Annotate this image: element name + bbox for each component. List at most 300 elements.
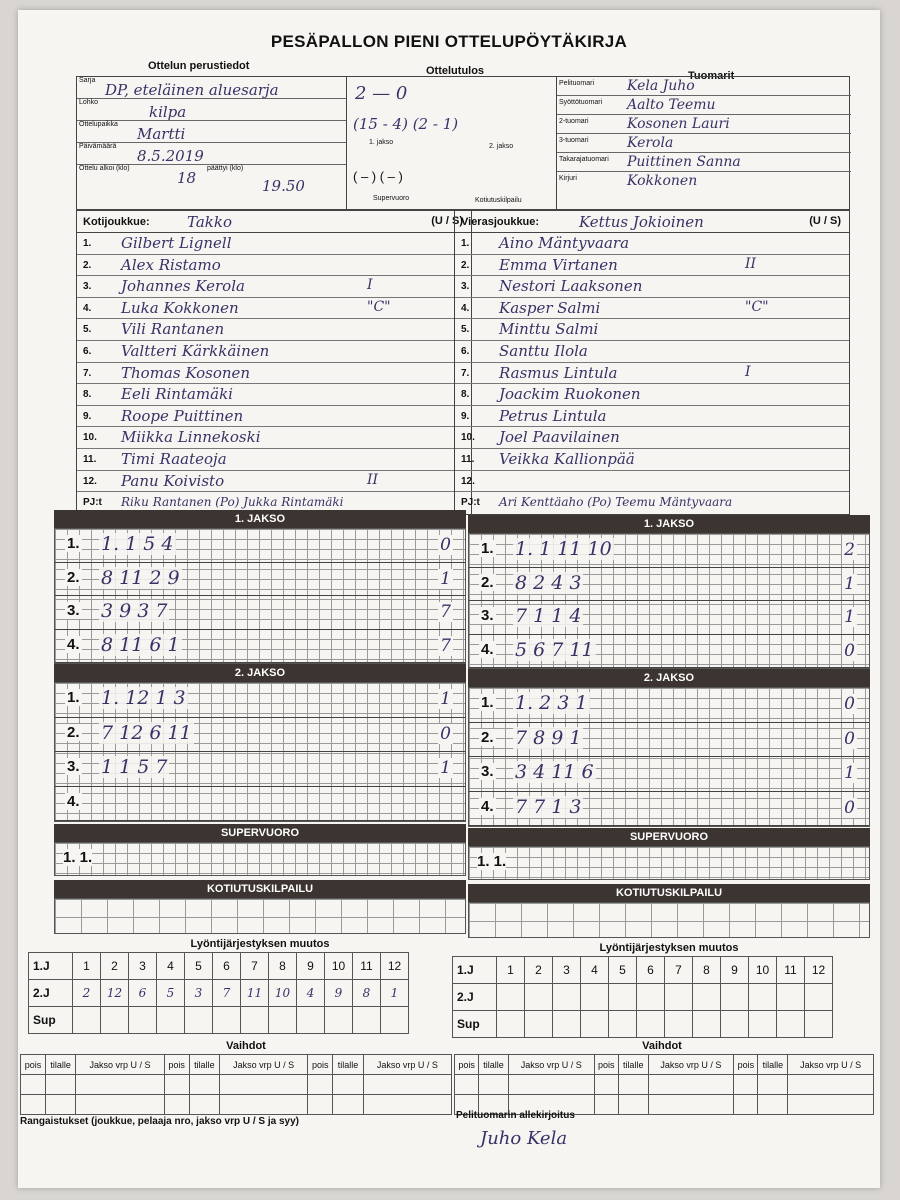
time-field	[77, 165, 346, 209]
changes-cell[interactable]: 6	[637, 957, 665, 984]
subs-row	[455, 1055, 874, 1075]
changes-cell[interactable]: 2	[101, 953, 129, 980]
player-name: Panu Koivisto	[121, 471, 225, 490]
player-row	[77, 341, 471, 363]
batting-sequence: 1. 2 3 1	[515, 692, 588, 714]
player-row	[455, 233, 849, 255]
player-row	[455, 298, 849, 320]
player-number: 7.	[461, 367, 470, 379]
subs-cell[interactable]	[21, 1095, 46, 1115]
player-number: 2.	[461, 259, 470, 271]
changes-row	[29, 980, 409, 1007]
home-team-label: Kotijoukkue:	[83, 216, 150, 228]
inning-runs: 1	[440, 568, 451, 589]
end-label: päättyi (klo)	[207, 165, 244, 172]
changes-cell[interactable]	[609, 1011, 637, 1038]
referee-role: Syöttötuomari	[559, 99, 603, 106]
inning-number: 2.	[481, 728, 494, 746]
changes-cell[interactable]: 10	[269, 980, 297, 1007]
player-name: Gilbert Lignell	[121, 234, 232, 252]
away-us: (U / S)	[809, 215, 841, 227]
home-changes-table	[28, 952, 409, 1034]
changes-cell[interactable]	[185, 1007, 213, 1034]
player-name: Alex Ristamo	[121, 255, 221, 274]
player-row	[455, 341, 849, 363]
changes-cell[interactable]	[497, 1011, 525, 1038]
player-row	[77, 298, 471, 320]
changes-cell[interactable]: 9	[721, 957, 749, 984]
place-value: Martti	[137, 125, 186, 143]
player-name: Veikka Kallionpää	[499, 449, 635, 468]
subs-cell[interactable]: Jakso vrp U / S	[788, 1055, 874, 1075]
series-label: Sarja	[79, 77, 96, 84]
changes-cell[interactable]: 1	[381, 980, 409, 1007]
inning-row	[469, 601, 869, 635]
referee-name: Kerola	[627, 135, 674, 151]
subs-cell[interactable]	[21, 1075, 46, 1095]
changes-cell[interactable]: 5	[609, 957, 637, 984]
referee-name: Puittinen Sanna	[627, 154, 741, 170]
referees-column	[557, 77, 851, 209]
changes-cell[interactable]	[497, 984, 525, 1011]
date-value: 8.5.2019	[137, 147, 204, 165]
changes-cell[interactable]	[353, 1007, 381, 1034]
inning-row	[469, 635, 869, 669]
home-period2-grid	[54, 682, 466, 822]
subs-cell[interactable]	[455, 1075, 479, 1095]
player-row	[455, 319, 849, 341]
player-name: Miikka Linnekoski	[121, 428, 261, 447]
subs-cell[interactable]	[594, 1095, 618, 1115]
player-number: 12.	[461, 475, 475, 487]
changes-row-label: 1.J	[453, 957, 497, 984]
group-value: kilpa	[149, 103, 187, 121]
changes-cell[interactable]	[721, 1011, 749, 1038]
player-row	[455, 384, 849, 406]
subs-cell[interactable]	[308, 1075, 333, 1095]
subs-cell[interactable]	[734, 1075, 758, 1095]
changes-cell[interactable]	[297, 1007, 325, 1034]
subs-cell[interactable]	[164, 1075, 189, 1095]
changes-cell[interactable]	[73, 1007, 101, 1034]
subs-cell[interactable]	[164, 1095, 189, 1115]
changes-cell[interactable]	[241, 1007, 269, 1034]
changes-cell[interactable]	[805, 1011, 833, 1038]
changes-cell[interactable]: 3	[185, 980, 213, 1007]
home-super-bar: SUPERVUORO	[54, 824, 466, 842]
inning-runs: 0	[844, 640, 855, 661]
changes-cell[interactable]: 10	[325, 953, 353, 980]
subs-cell[interactable]: tilalle	[333, 1055, 364, 1075]
subs-cell[interactable]: Jakso vrp U / S	[220, 1055, 308, 1075]
changes-cell[interactable]	[609, 984, 637, 1011]
inning-row	[469, 757, 869, 792]
batting-sequence: 7 8 9 1	[515, 726, 582, 749]
home-period1-bar: 1. JAKSO	[54, 510, 466, 528]
changes-row	[29, 1007, 409, 1034]
subs-row	[455, 1075, 874, 1095]
changes-cell[interactable]: 1	[497, 957, 525, 984]
changes-cell[interactable]	[637, 1011, 665, 1038]
subs-cell[interactable]	[189, 1075, 220, 1095]
changes-cell[interactable]	[665, 1011, 693, 1038]
inning-row	[55, 787, 465, 822]
coaches-row	[455, 492, 849, 514]
changes-cell[interactable]: 4	[157, 953, 185, 980]
home-period2-bar: 2. JAKSO	[54, 664, 466, 682]
player-row	[455, 449, 849, 471]
changes-cell[interactable]: 5	[157, 980, 185, 1007]
inning-runs: 2	[844, 540, 855, 560]
changes-cell[interactable]	[157, 1007, 185, 1034]
changes-cell[interactable]	[381, 1007, 409, 1034]
subs-cell[interactable]: pois	[594, 1055, 618, 1075]
away-changes-title: Lyöntijärjestyksen muutos	[599, 942, 739, 954]
player-name: Vili Rantanen	[121, 320, 225, 339]
changes-cell[interactable]	[581, 984, 609, 1011]
subs-cell[interactable]	[308, 1095, 333, 1115]
subs-cell[interactable]	[363, 1095, 451, 1115]
home-changes-title: Lyöntijärjestyksen muutos	[190, 938, 330, 950]
subs-cell[interactable]	[220, 1095, 308, 1115]
group-field	[77, 99, 346, 121]
player-row	[77, 427, 471, 449]
subs-cell[interactable]	[788, 1095, 874, 1115]
subs-cell[interactable]	[45, 1095, 76, 1115]
changes-cell[interactable]	[777, 1011, 805, 1038]
changes-cell[interactable]	[693, 984, 721, 1011]
away-roster	[454, 210, 850, 515]
subs-cell[interactable]: pois	[164, 1055, 189, 1075]
changes-row	[453, 957, 833, 984]
subs-row	[21, 1095, 452, 1115]
player-number: 1.	[83, 238, 92, 249]
batting-sequence: 5 6 7 11	[515, 638, 594, 661]
player-number: 9.	[461, 410, 470, 422]
changes-cell[interactable]: 11	[241, 980, 269, 1007]
subs-cell[interactable]	[220, 1075, 308, 1095]
basic-info-column	[77, 77, 347, 209]
referee-name: Kokkonen	[627, 173, 698, 189]
inning-runs: 1	[844, 573, 855, 594]
subs-cell[interactable]: Jakso vrp U / S	[76, 1055, 164, 1075]
player-row	[77, 363, 471, 385]
subs-cell[interactable]	[363, 1075, 451, 1095]
inning-row	[55, 630, 465, 664]
subs-cell[interactable]: tilalle	[618, 1055, 648, 1075]
penalties-label: Rangaistukset (joukkue, pelaaja nro, jakso vrp U / S ja syy)	[20, 1116, 299, 1127]
changes-row-label: 2.J	[453, 984, 497, 1011]
group-label: Lohko	[79, 99, 99, 106]
changes-cell[interactable]: 8	[353, 980, 381, 1007]
batting-sequence: 7 12 6 11	[101, 721, 192, 744]
changes-cell[interactable]	[721, 984, 749, 1011]
changes-cell[interactable]	[553, 1011, 581, 1038]
player-mark: II	[367, 471, 379, 488]
subs-cell[interactable]: tilalle	[758, 1055, 788, 1075]
referee-row	[557, 96, 851, 115]
referee-name: Aalto Teemu	[627, 97, 716, 113]
inning-row	[55, 596, 465, 630]
referees-heading: Tuomarit	[688, 70, 735, 82]
player-row	[77, 276, 471, 298]
player-number: 7.	[83, 367, 92, 379]
changes-cell[interactable]	[553, 984, 581, 1011]
changes-row-label: Sup	[453, 1011, 497, 1038]
subs-cell[interactable]: pois	[734, 1055, 758, 1075]
inning-number: 2.	[481, 573, 494, 591]
subs-cell[interactable]	[648, 1075, 734, 1095]
changes-cell[interactable]: 12	[381, 953, 409, 980]
changes-cell[interactable]: 12	[805, 957, 833, 984]
changes-cell[interactable]	[693, 1011, 721, 1038]
inning-number: 1.	[481, 694, 494, 711]
subs-cell[interactable]	[76, 1075, 164, 1095]
changes-cell[interactable]	[749, 1011, 777, 1038]
referee-role: Pelituomari	[559, 80, 595, 87]
inning-runs: 0	[844, 797, 855, 818]
page-title: PESÄPALLON PIENI OTTELUPÖYTÄKIRJA	[270, 32, 628, 51]
subs-cell[interactable]	[594, 1075, 618, 1095]
player-row	[77, 449, 471, 471]
player-name: Minttu Salmi	[499, 320, 599, 339]
inning-runs: 0	[440, 535, 451, 555]
subs-cell[interactable]	[333, 1075, 364, 1095]
changes-cell[interactable]: 1	[73, 953, 101, 980]
home-super-grid	[54, 842, 466, 876]
home-team-header	[77, 211, 471, 233]
away-period2-bar: 2. JAKSO	[468, 669, 870, 687]
changes-cell[interactable]	[525, 1011, 553, 1038]
changes-cell[interactable]	[325, 1007, 353, 1034]
coaches-names: Riku Rantanen (Po) Jukka Rintamäki	[121, 495, 344, 510]
player-mark: I	[745, 363, 751, 380]
away-team-name: Kettus Jokioinen	[579, 213, 704, 231]
batting-sequence: 3 4 11 6	[515, 761, 594, 783]
subs-cell[interactable]: pois	[21, 1055, 46, 1075]
subs-cell[interactable]: Jakso vrp U / S	[508, 1055, 594, 1075]
series-field	[77, 77, 346, 99]
subs-cell[interactable]: tilalle	[189, 1055, 220, 1075]
player-name: Nestori Laaksonen	[499, 277, 643, 296]
changes-cell[interactable]: 5	[185, 953, 213, 980]
inning-runs: 1	[844, 607, 855, 627]
player-name: Santtu Ilola	[499, 341, 588, 360]
player-mark: I	[367, 277, 373, 294]
player-row	[455, 255, 849, 277]
subs-cell[interactable]: tilalle	[479, 1055, 509, 1075]
period-scores: (15 - 4) (2 - 1)	[353, 115, 459, 133]
changes-cell[interactable]: 8	[693, 957, 721, 984]
changes-cell[interactable]: 6	[129, 980, 157, 1007]
changes-cell[interactable]: 9	[325, 980, 353, 1007]
player-number: 1.	[461, 238, 470, 249]
player-number: 4.	[461, 302, 470, 314]
inning-runs: 0	[440, 723, 451, 744]
away-team-label: Vierasjoukkue:	[461, 216, 540, 228]
referee-name: Kela Juho	[627, 78, 695, 94]
changes-cell[interactable]	[101, 1007, 129, 1034]
changes-cell[interactable]	[213, 1007, 241, 1034]
result-column	[347, 77, 557, 209]
inning-number: 3.	[481, 763, 494, 780]
changes-cell[interactable]	[129, 1007, 157, 1034]
match-info	[76, 76, 850, 210]
referee-role: 2-tuomari	[559, 118, 589, 125]
changes-cell[interactable]	[805, 984, 833, 1011]
subs-cell[interactable]	[648, 1095, 734, 1115]
changes-cell[interactable]: 11	[777, 957, 805, 984]
inning-number: 3.	[481, 607, 494, 624]
inning-number: 2.	[67, 723, 80, 741]
subs-cell[interactable]	[758, 1075, 788, 1095]
changes-cell[interactable]: 3	[129, 953, 157, 980]
subs-cell[interactable]	[788, 1075, 874, 1095]
home-subs-table	[20, 1054, 452, 1115]
changes-cell[interactable]: 7	[665, 957, 693, 984]
changes-cell[interactable]	[525, 984, 553, 1011]
player-number: 8.	[83, 389, 92, 401]
home-team-name: Takko	[187, 213, 232, 231]
subs-cell[interactable]	[479, 1075, 509, 1095]
away-super-row: 1. 1.	[477, 853, 507, 870]
subs-cell[interactable]	[734, 1095, 758, 1115]
changes-cell[interactable]: 12	[101, 980, 129, 1007]
subs-cell[interactable]: tilalle	[45, 1055, 76, 1075]
player-number: 4.	[83, 302, 92, 314]
subs-cell[interactable]: Jakso vrp U / S	[363, 1055, 451, 1075]
coaches-label: PJ:t	[83, 497, 102, 509]
home-period1-grid	[54, 528, 466, 664]
batting-sequence: 7 1 1 4	[515, 605, 582, 627]
changes-cell[interactable]: 2	[73, 980, 101, 1007]
subs-cell[interactable]: pois	[308, 1055, 333, 1075]
changes-cell[interactable]: 10	[749, 957, 777, 984]
start-label: Ottelu alkoi (klo)	[79, 165, 130, 172]
player-name: Eeli Rintamäki	[121, 385, 233, 404]
changes-cell[interactable]	[637, 984, 665, 1011]
batting-sequence: 7 7 1 3	[515, 795, 582, 818]
changes-cell[interactable]: 4	[581, 957, 609, 984]
player-name: Rasmus Lintula	[499, 363, 618, 382]
changes-cell[interactable]	[777, 984, 805, 1011]
subs-cell[interactable]	[333, 1095, 364, 1115]
inning-row	[469, 688, 869, 723]
date-label: Päivämäärä	[79, 143, 117, 150]
subs-cell[interactable]	[618, 1075, 648, 1095]
inning-runs: 1	[844, 763, 855, 783]
changes-cell[interactable]: 6	[213, 953, 241, 980]
inning-row	[55, 718, 465, 753]
changes-cell[interactable]: 2	[525, 957, 553, 984]
away-subs-title: Vaihdot	[642, 1040, 682, 1052]
inning-row	[469, 723, 869, 758]
changes-cell[interactable]	[269, 1007, 297, 1034]
end-value: 19.50	[262, 177, 305, 195]
inning-row	[55, 683, 465, 718]
player-number: 8.	[461, 389, 470, 401]
changes-cell[interactable]	[581, 1011, 609, 1038]
subs-cell[interactable]	[758, 1095, 788, 1115]
player-name: Valtteri Kärkkäinen	[121, 341, 270, 360]
away-homerun-bar: KOTIUTUSKILPAILU	[468, 884, 870, 902]
inning-number: 4.	[67, 792, 80, 810]
home-homerun-grid	[54, 898, 466, 934]
player-name: Joackim Ruokonen	[499, 385, 641, 404]
inning-row	[469, 534, 869, 568]
player-mark: "C"	[367, 298, 391, 315]
subs-cell[interactable]	[508, 1075, 594, 1095]
changes-cell[interactable]: 4	[297, 980, 325, 1007]
player-name: Kasper Salmi	[499, 298, 601, 317]
subs-cell[interactable]	[618, 1095, 648, 1115]
batting-sequence: 8 11 6 1	[101, 633, 180, 656]
changes-row	[453, 984, 833, 1011]
player-name: Thomas Kosonen	[121, 363, 251, 382]
inning-runs: 7	[440, 635, 451, 656]
subs-cell[interactable]	[76, 1095, 164, 1115]
batting-sequence: 1 1 5 7	[101, 756, 168, 778]
period1-label: 1. jakso	[369, 139, 394, 146]
super-label: Supervuoro	[373, 195, 410, 202]
away-subs-table	[454, 1054, 874, 1115]
player-number: 9.	[83, 410, 92, 422]
inning-number: 4.	[481, 640, 494, 658]
coaches-names: Ari Kenttäaho (Po) Teemu Mäntyvaara	[499, 495, 733, 510]
scoresheet	[18, 10, 880, 1188]
changes-cell[interactable]: 3	[553, 957, 581, 984]
player-mark: "C"	[745, 298, 769, 315]
player-name: Roope Puittinen	[121, 406, 244, 425]
changes-cell[interactable]: 9	[297, 953, 325, 980]
date-field	[77, 143, 346, 165]
subs-row	[21, 1075, 452, 1095]
player-row	[77, 406, 471, 428]
player-number: 11.	[461, 453, 475, 465]
subs-cell[interactable]: Jakso vrp U / S	[648, 1055, 734, 1075]
subs-cell[interactable]: pois	[455, 1055, 479, 1075]
changes-cell[interactable]	[749, 984, 777, 1011]
inning-number: 4.	[67, 635, 80, 653]
player-number: 10.	[83, 432, 97, 444]
referee-row	[557, 115, 851, 134]
home-us: (U / S)	[431, 215, 463, 227]
referee-role: Kirjuri	[559, 175, 577, 182]
changes-cell[interactable]: 8	[269, 953, 297, 980]
place-label: Ottelupaikka	[79, 121, 118, 128]
changes-cell[interactable]	[665, 984, 693, 1011]
result-heading: Ottelutulos	[426, 65, 485, 77]
away-changes-table	[452, 956, 833, 1038]
subs-cell[interactable]	[189, 1095, 220, 1115]
away-period1-grid	[468, 533, 870, 669]
changes-cell[interactable]: 7	[213, 980, 241, 1007]
player-number: 6.	[461, 345, 470, 357]
player-number: 2.	[83, 259, 92, 271]
player-number: 10.	[461, 432, 475, 444]
changes-cell[interactable]: 7	[241, 953, 269, 980]
home-roster	[76, 210, 472, 515]
player-name: Luka Kokkonen	[121, 298, 239, 317]
inning-row	[469, 568, 869, 602]
away-team-header	[455, 211, 849, 233]
player-row	[77, 319, 471, 341]
start-value: 18	[177, 169, 197, 187]
referee-row	[557, 77, 851, 96]
subs-cell[interactable]	[45, 1075, 76, 1095]
changes-cell[interactable]: 11	[353, 953, 381, 980]
player-row	[455, 427, 849, 449]
